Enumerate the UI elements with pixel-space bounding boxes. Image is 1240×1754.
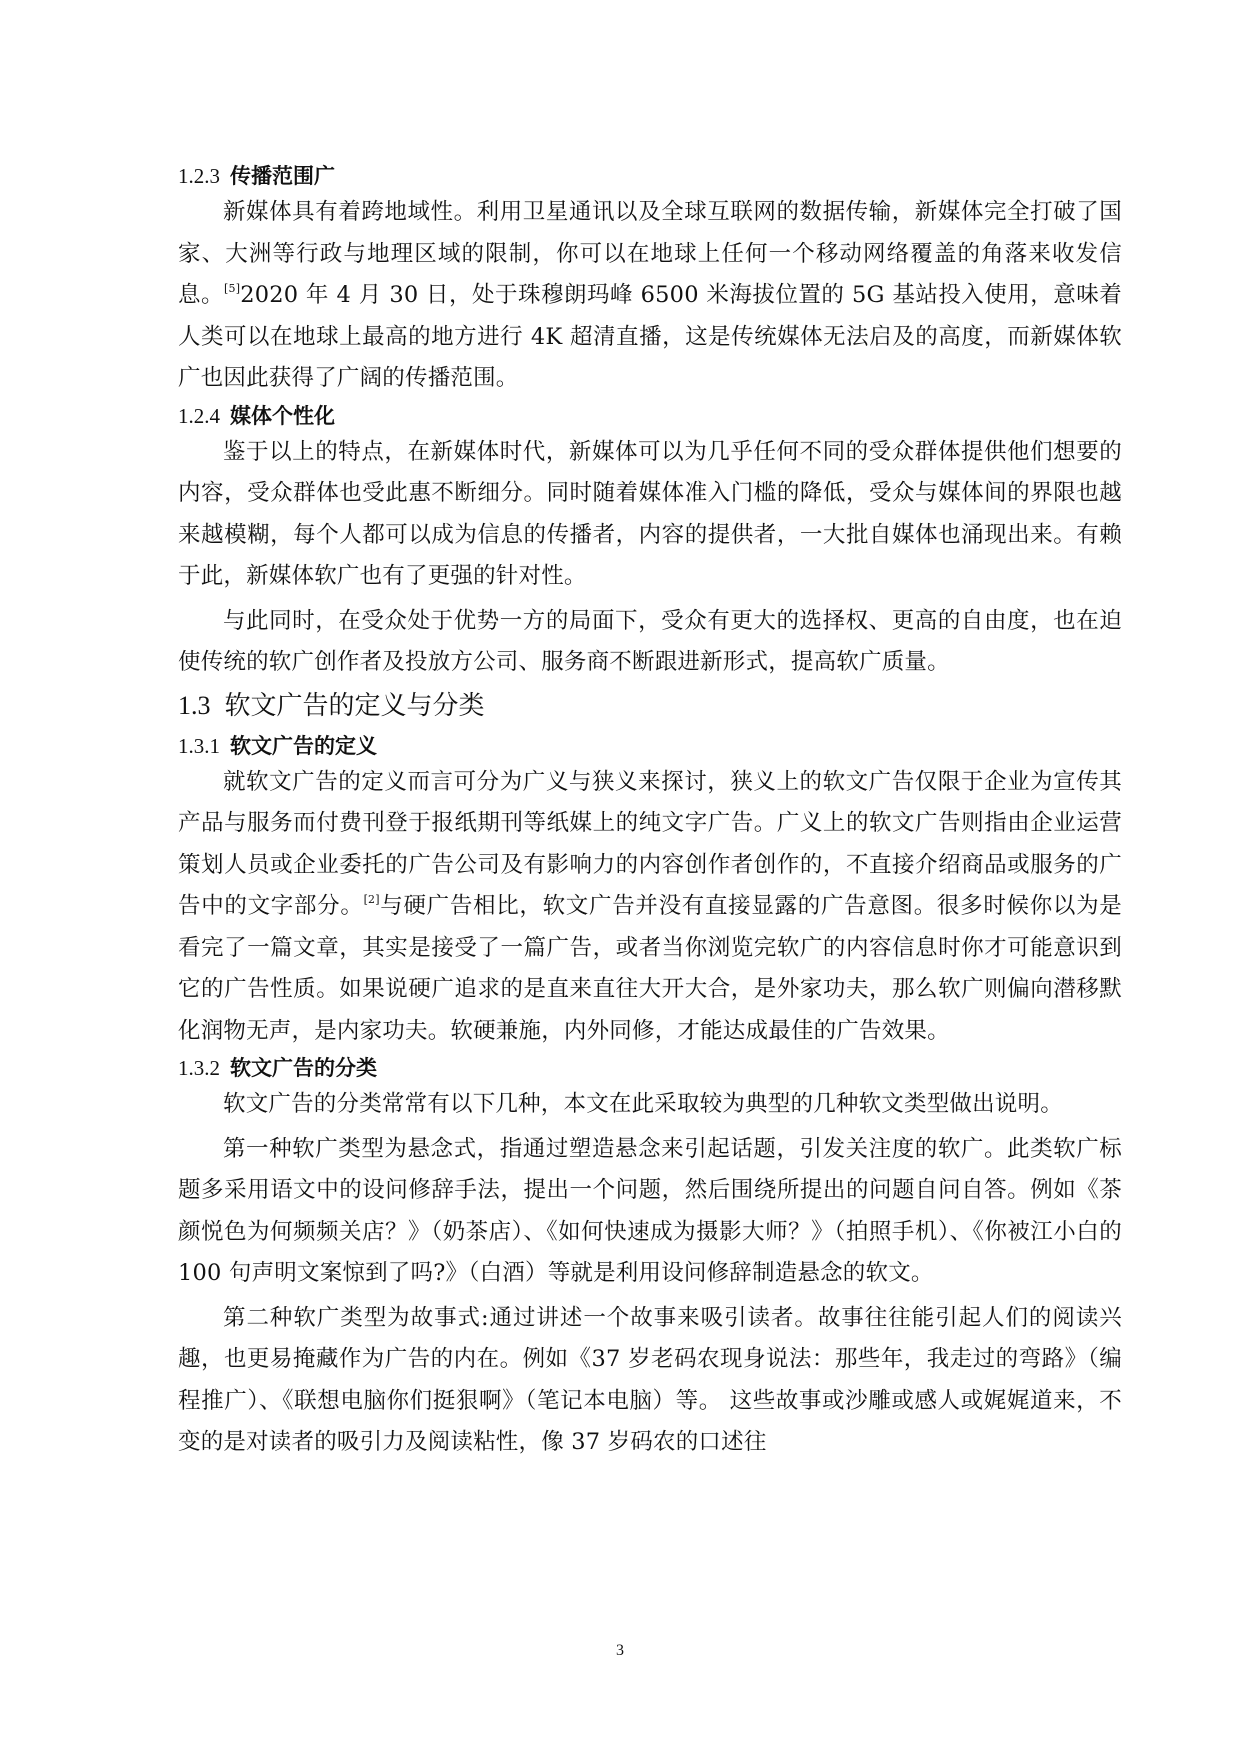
paragraph-text: 就软文广告的定义而言可分为广义与狭义来探讨，狭义上的软文广告仅限于企业为宣传其产品与服务而付费刊登于报纸期刊等纸媒上的纯文字广告。广义上的软文广告则指由企业运营策划人员或企业委托的广告公司及有影响力的内容创作者创作的，不直接介绍商品或服务的广告中的文字部分。 [178, 768, 1122, 919]
heading-1-2-4 [178, 400, 1122, 432]
heading-title: 软文广告的分类 [230, 1056, 377, 1080]
heading-1-3 [178, 686, 1122, 726]
heading-title: 软文广告的定义与分类 [224, 690, 485, 721]
paragraph-text: 2020 年 4 月 30 日，处于珠穆朗玛峰 6500 米海拔位置的 5G 基站投入使用，意味着人类可以在地球上最高的地方进行 4K 超清直播，这是传统媒体无法启及的高度，而新媒体软广也因此获得了广阔的传播范围。 [178, 282, 1122, 391]
paragraph [178, 762, 1122, 1053]
paragraph: 鉴于以上的特点，在新媒体时代，新媒体可以为几乎任何不同的受众群体提供他们想要的内容，受众群体也受此惠不断细分。同时随着媒体准入门槛的降低，受众与媒体间的界限也越来越模糊，每个人都可以成为信息的传播者，内容的提供者，一大批自媒体也涌现出来。有赖于此，新媒体软广也有了更强的针对性。 [178, 438, 1122, 589]
heading-1-2-3 [178, 160, 1122, 192]
heading-title: 传播范围广 [230, 164, 335, 188]
page-number: 3 [616, 1642, 624, 1659]
page-content [178, 160, 1122, 1464]
citation-ref: [5] [224, 282, 241, 295]
paragraph-text: 与硬广告相比，软文广告并没有直接显露的广告意图。很多时候你以为是看完了一篇文章，其实是接受了一篇广告，或者当你浏览完软广的内容信息时你才可能意识到它的广告性质。如果说硬广追求的是直来直往大开大合，是外家功夫，那么软广则偏向潜移默化润物无声，是内家功夫。软硬兼施，内外同修，才能达成最佳的广告效果。 [178, 893, 1122, 1044]
paragraph: 与此同时，在受众处于优势一方的局面下，受众有更大的选择权、更高的自由度，也在迫使传统的软广创作者及投放方公司、服务商不断跟进新形式，提高软广质量。 [178, 607, 1122, 675]
heading-title: 软文广告的定义 [230, 733, 377, 758]
heading-number: 1.3.1 [178, 733, 220, 758]
heading-1-3-2 [178, 1052, 1122, 1084]
paragraph [178, 192, 1122, 400]
heading-1-3-1 [178, 730, 1122, 762]
heading-title: 媒体个性化 [230, 403, 335, 428]
heading-number: 1.2.4 [178, 403, 220, 428]
paragraph: 第一种软广类型为悬念式，指通过塑造悬念来引起话题，引发关注度的软广。此类软广标题多采用语文中的设问修辞手法，提出一个问题，然后围绕所提出的问题自问自答。例如《茶颜悦色为何频频关店？》（奶茶店）、《如何快速成为摄影大师？》（拍照手机）、《你被江小白的 100 句声明文案惊到了吗?》（白酒）等就是利用设问修辞制造悬念的软文。 [178, 1135, 1122, 1286]
paragraph-text: 新媒体具有着跨地域性。利用卫星通讯以及全球互联网的数据传输，新媒体完全打破了国家、大洲等行政与地理区域的限制，你可以在地球上任何一个移动网络覆盖的角落来收发信息。 [178, 199, 1122, 308]
heading-number: 1.3.2 [178, 1056, 220, 1080]
citation-ref: [2] [363, 893, 380, 906]
paragraph: 软文广告的分类常常有以下几种，本文在此采取较为典型的几种软文类型做出说明。 [223, 1091, 1063, 1117]
heading-number: 1.2.3 [178, 164, 220, 188]
paragraph: 第二种软广类型为故事式:通过讲述一个故事来吸引读者。故事往往能引起人们的阅读兴趣，也更易掩藏作为广告的内在。例如《37 岁老码农现身说法：那些年，我走过的弯路》（编程推广）、《联想电脑你们挺狠啊》（笔记本电脑）等。 这些故事或沙雕或感人或娓娓道来，不变的是对读者的吸引力及阅读粘性，像 37 岁码农的口述往 [178, 1304, 1122, 1455]
heading-number: 1.3 [178, 690, 211, 720]
